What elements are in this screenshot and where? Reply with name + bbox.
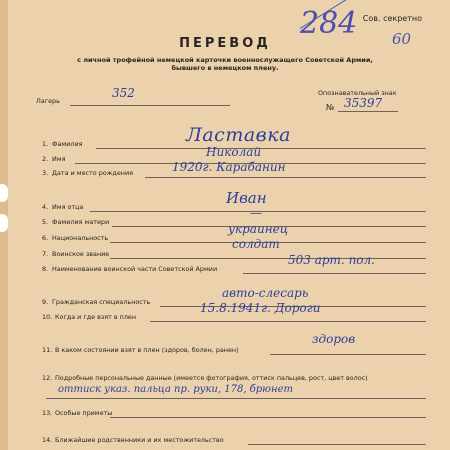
field-4-label: Имя отца [52,203,84,211]
field-11-line [270,354,426,355]
camp-label: Лагерь [36,97,60,105]
id-mark-line [338,111,398,112]
field-3-number: 3. [42,169,49,177]
field-13-number: 13. [42,409,53,417]
field-2-value: Николай [206,145,262,159]
field-10-line [150,321,426,322]
field-5-value: — [250,206,262,220]
field-12-label: Подробные персональные данные (имеется фотография, оттиск пальцев, рост, цвет волос) [55,374,368,382]
field-1-label: Фамилия [52,140,83,148]
field-13-label: Особые приметы [55,409,113,417]
field-3-label: Дата и место рождения [52,169,133,177]
field-8-number: 8. [42,265,49,273]
field-7-line [110,258,426,259]
field-10-number: 10. [42,313,53,321]
field-2-label: Имя [52,155,66,163]
field-1-value: Ластавка [186,124,291,146]
field-9-label: Гражданская специальность [52,298,151,306]
binder-hole [0,184,8,202]
field-8-label: Наименование воинской части Советской Армии [52,265,218,273]
field-6-label: Национальность [52,234,109,242]
field-1-number: 1. [42,140,49,148]
id-mark-prefix: № [326,103,335,112]
field-14-line [248,444,426,445]
top-small-number: 60 [392,30,412,48]
field-3-value: 1920г. Карабанин [172,160,286,174]
camp-line [70,105,230,106]
field-8-line [243,273,426,274]
field-7-value: солдат [232,237,280,251]
field-14-label: Ближайшие родственники и их местожительство [55,436,224,444]
field-14-number: 14. [42,436,53,444]
camp-value: 352 [112,86,135,100]
field-12-number: 12. [42,374,53,382]
field-2-number: 2. [42,155,49,163]
field-6-value: украинец [228,222,289,236]
field-3-line [145,177,426,178]
field-11-value: здоров [312,332,356,346]
field-7-label: Воинское звание [52,250,110,258]
field-5-label: Фамилия матери [52,218,110,226]
field-13-line [110,417,426,418]
field-11-label: В каком состоянии взят в плен (здоров, болен, ранен) [55,346,239,354]
field-5-number: 5. [42,218,49,226]
field-9-number: 9. [42,298,49,306]
top-handwritten-number: 284 [300,6,358,41]
page-title: ПЕРЕВОД [179,36,271,51]
field-7-number: 7. [42,250,49,258]
id-mark-label: Опознавательный знак [318,89,397,97]
binder-hole [0,214,8,232]
field-12-line [46,398,426,399]
field-10-value: 15.8.1941г. Дороги [200,301,321,315]
field-10-label: Когда и где взят в плен [55,313,137,321]
field-8-value: 503 арт. пол. [288,253,375,267]
field-11-number: 11. [42,346,53,354]
field-12-value: оттиск указ. пальца пр. руки, 178, брюнет [58,384,293,395]
field-9-value: авто-слесарь [222,286,309,300]
page-subtitle: с личной трофейной немецкой карточки военнослужащего Советской Армии, бывшего в немецком плену. [77,56,373,72]
field-6-number: 6. [42,234,49,242]
field-4-value: Иван [226,189,267,207]
field-4-number: 4. [42,203,49,211]
secret-label: Сов. секретно [362,14,422,23]
id-mark-value: 35397 [344,96,383,110]
